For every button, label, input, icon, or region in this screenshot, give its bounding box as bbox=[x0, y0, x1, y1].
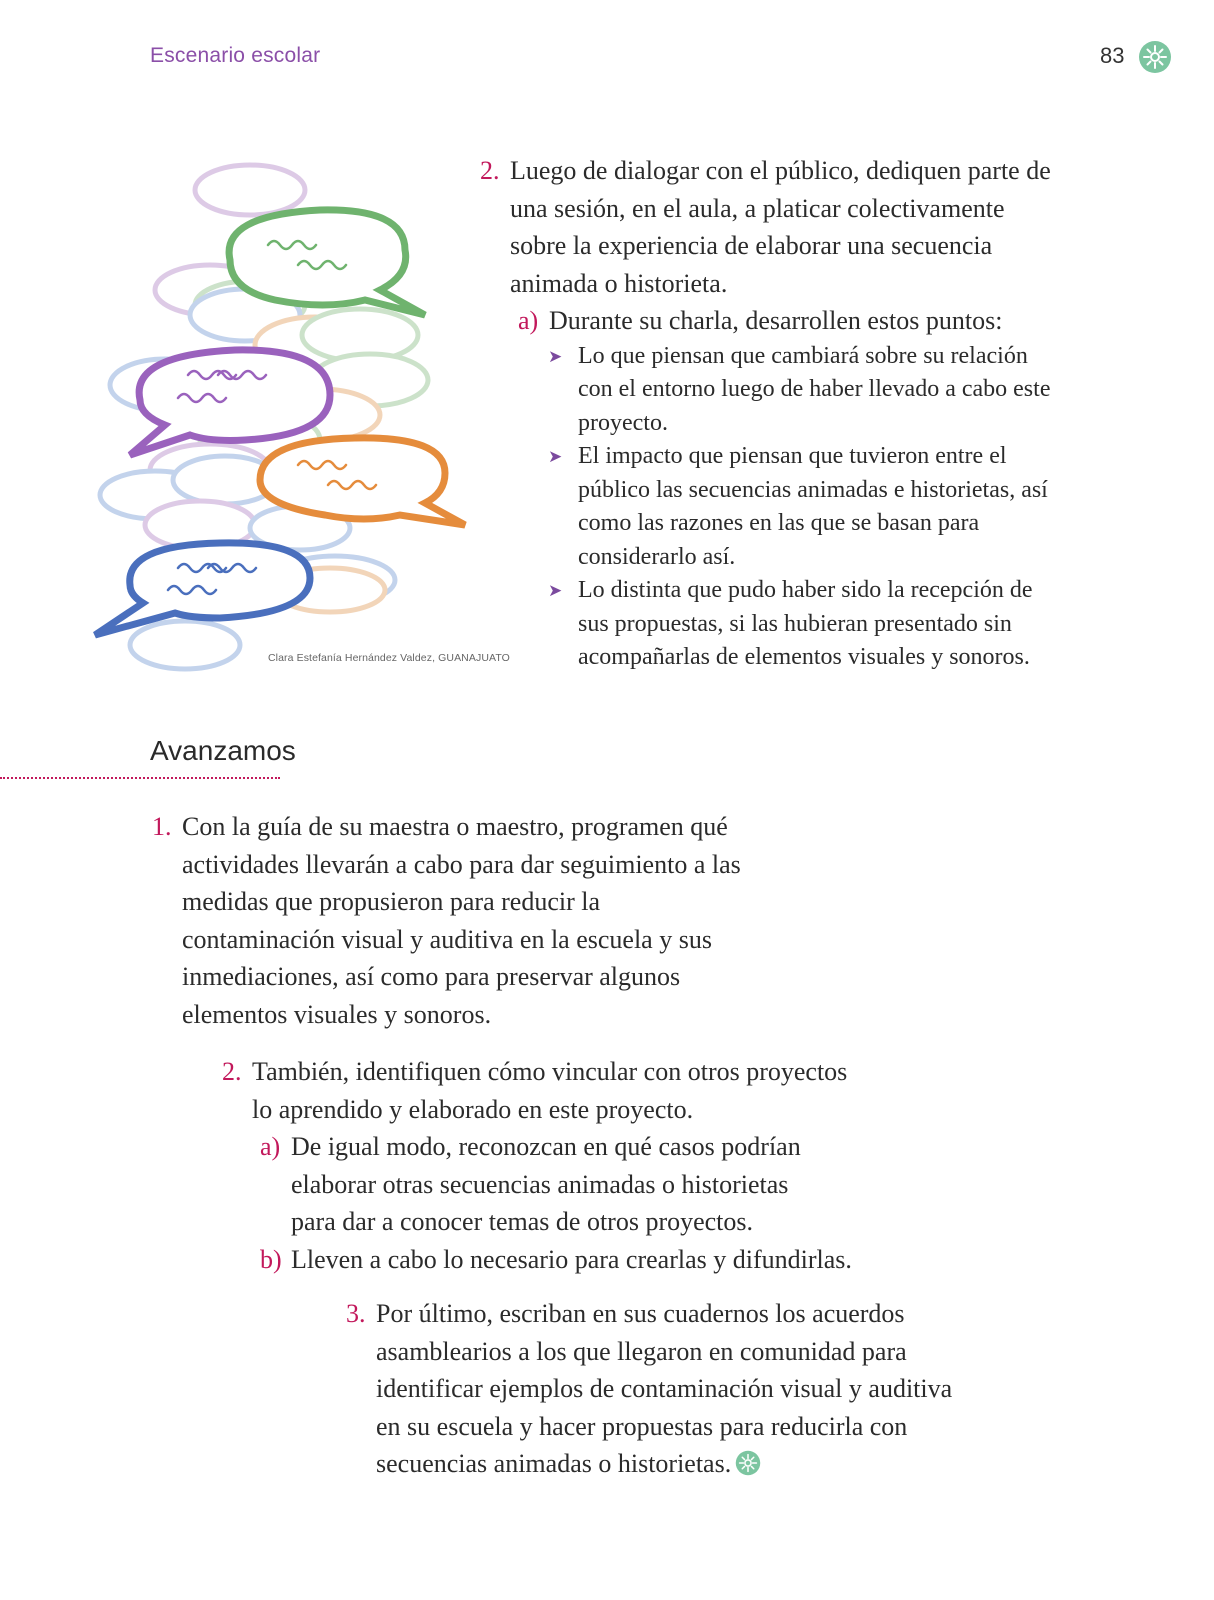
sub-item-text: De igual modo, reconozcan en qué casos podrían elaborar otras secuencias animadas o historietas para dar a conocer temas de otros proyectos. bbox=[291, 1132, 801, 1236]
list-item bbox=[222, 1053, 872, 1128]
avanzamos-item-1 bbox=[152, 808, 752, 1033]
sub-item-label: a) bbox=[260, 1132, 281, 1161]
bullet-text: Lo distinta que pudo haber sido la recepción de sus propuestas, si las hubieran presentado sin acompañarlas de elementos visuales y sonoros. bbox=[578, 577, 1033, 670]
sub-item-text: Durante su charla, desarrollen estos puntos: bbox=[549, 306, 1003, 335]
sun-emblem-icon bbox=[1138, 40, 1172, 74]
section-heading: Avanzamos bbox=[150, 735, 296, 766]
sub-item-text: Lleven a cabo lo necesario para crearlas y difundirlas. bbox=[291, 1244, 852, 1274]
bullet-item bbox=[548, 340, 1060, 441]
item-text: También, identifiquen cómo vincular con otros proyectos lo aprendido y elaborado en este proyecto. bbox=[252, 1057, 848, 1124]
list-item bbox=[152, 808, 752, 1033]
top-list bbox=[480, 152, 1060, 675]
sub-item-label: a) bbox=[518, 306, 539, 335]
item-text: Por último, escriban en sus cuadernos los acuerdos asamblearios a los que llegaron en comunidad para identificar ejemplos de contaminación visual y auditiva en su escuela y hacer propuestas para reducirla con secuencias animadas o historietas. bbox=[376, 1299, 953, 1478]
item-number: 2. bbox=[222, 1057, 242, 1086]
speech-bubbles-illustration bbox=[70, 160, 490, 690]
arrow-bullet-icon: ➤ bbox=[548, 581, 563, 600]
bullet-text: Lo que piensan que cambiará sobre su relación con el entorno luego de haber llevado a cabo este proyecto. bbox=[578, 342, 1051, 436]
section-divider bbox=[0, 777, 280, 779]
item-text: Con la guía de su maestra o maestro, programen qué actividades llevarán a cabo para dar seguimiento a las medidas que propusieron para reducir la contaminación visual y auditiva en la escuela y sus inmediaciones, así como para preservar algunos elementos visuales y sonoros. bbox=[182, 812, 741, 1029]
page-number: 83 bbox=[1100, 43, 1125, 68]
arrow-bullet-icon: ➤ bbox=[548, 346, 563, 366]
illustration-credit: Clara Estefanía Hernández Valdez, GUANAJUATO bbox=[268, 652, 510, 664]
arrow-bullet-icon: ➤ bbox=[548, 447, 563, 466]
bullet-item bbox=[548, 574, 1060, 675]
list-item bbox=[346, 1295, 966, 1483]
sun-emblem-icon bbox=[735, 1450, 761, 1476]
item-number: 1. bbox=[152, 812, 172, 841]
bullet-text: El impacto que piensan que tuvieron entre el público las secuencias animadas e historietas, así como las razones en las que se basan para considerarlo así. bbox=[578, 443, 1048, 570]
bullet-item bbox=[548, 440, 1060, 574]
sub-item-a bbox=[518, 302, 1060, 340]
section-name: Escenario escolar bbox=[150, 44, 321, 67]
avanzamos-item-3 bbox=[346, 1295, 966, 1483]
bullet-list bbox=[548, 340, 1060, 675]
item-number: 3. bbox=[346, 1299, 366, 1328]
item-number: 2. bbox=[480, 156, 500, 185]
avanzamos-item-2 bbox=[222, 1053, 872, 1278]
sub-item-b bbox=[260, 1241, 872, 1279]
sub-item-a bbox=[260, 1128, 831, 1241]
item-text: Luego de dialogar con el público, dediquen parte de una sesión, en el aula, a platicar colectivamente sobre la experiencia de elaborar una secuencia animada o historieta. bbox=[510, 156, 1051, 298]
list-item bbox=[480, 152, 1060, 302]
sub-item-label: b) bbox=[260, 1244, 282, 1274]
